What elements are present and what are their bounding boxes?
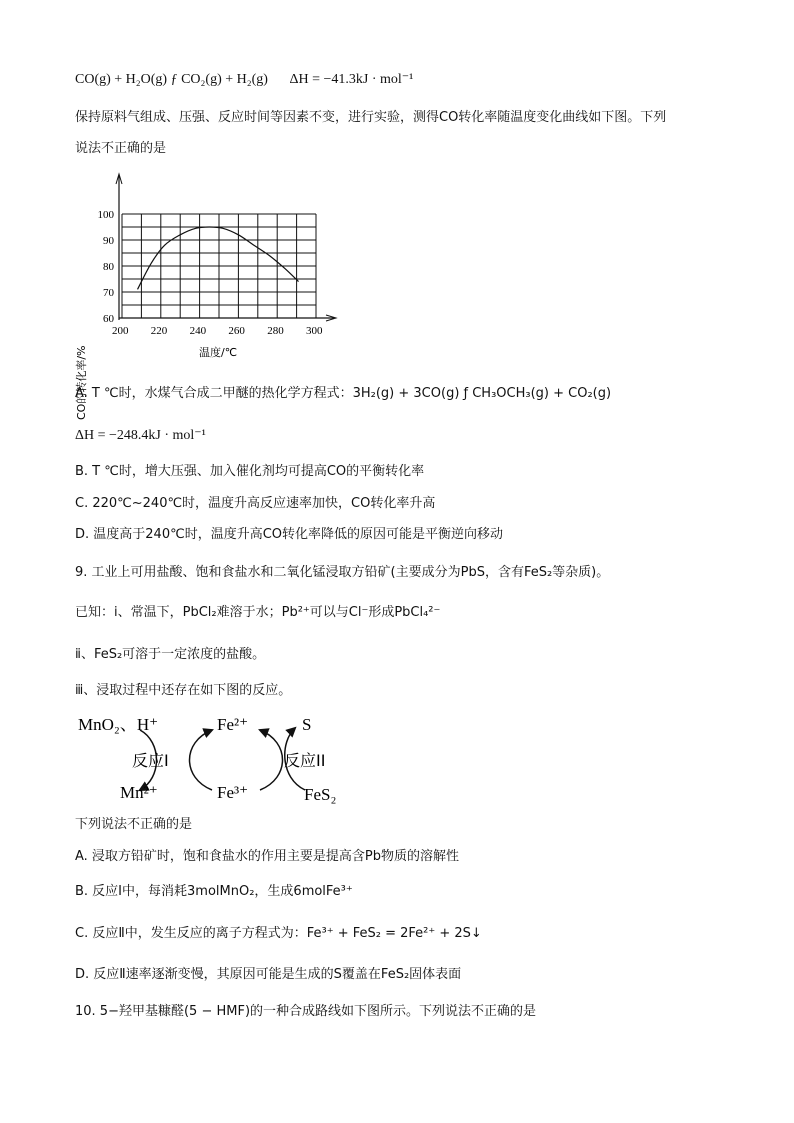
x-tick-label: 220 — [150, 325, 168, 337]
q9-option-b: B. 反应Ⅰ中，每消耗3molMnO₂，生成6molFe³⁺ — [75, 884, 353, 899]
conversion-curve — [138, 227, 299, 289]
label-fe3: Fe³⁺ — [217, 783, 249, 802]
label-mn2: Mn²⁺ — [120, 783, 158, 802]
y-tick-label: 80 — [103, 261, 114, 273]
equation-text: CO(g) + H₂O(g) ƒ CO₂(g) + H₂(g) — [75, 72, 268, 87]
label-fes2: FeS₂ — [304, 785, 337, 804]
q8-option-b: B. T ℃时，增大压强、加入催化剂均可提高CO的平衡转化率 — [75, 464, 425, 479]
q9-known-ii: ⅱ、FeS₂可溶于一定浓度的盐酸。 — [75, 647, 266, 662]
q9-known-iii: ⅲ、浸取过程中还存在如下图的反应。 — [75, 683, 292, 698]
q9-known-i: 已知：ⅰ、常温下，PbCl₂难溶于水；Pb²⁺可以与Cl⁻形成PbCl₄²⁻ — [75, 605, 441, 620]
reaction2-arc-left — [260, 730, 283, 790]
q9-stem: 9. 工业上可用盐酸、饱和食盐水和二氧化锰浸取方铅矿(主要成分为PbS，含有FeS₂等杂质)。 — [75, 565, 610, 580]
reaction1-arc-right — [190, 730, 213, 790]
q9-option-d: D. 反应Ⅱ速率逐渐变慢，其原因可能是生成的S覆盖在FeS₂固体表面 — [75, 967, 462, 982]
q8-option-c: C. 220℃~240℃时，温度升高反应速率加快，CO转化率升高 — [75, 496, 436, 511]
equation-co-water-shift — [75, 70, 413, 90]
x-tick-label: 240 — [189, 325, 207, 337]
chart-axes — [116, 174, 336, 321]
y-tick-label: 90 — [103, 235, 114, 247]
y-axis-label: CO的转化率/% — [75, 345, 88, 420]
q9-question: 下列说法不正确的是 — [75, 817, 193, 832]
q9-option-c: C. 反应Ⅱ中，发生反应的离子方程式为：Fe³⁺ + FeS₂ = 2Fe²⁺ + 2S↓ — [75, 926, 482, 941]
intro-line-1: 保持原料气组成、压强、反应时间等因素不变，进行实验，测得CO转化率随温度变化曲线如下图。下列 — [75, 110, 667, 125]
q8-option-a: A. T ℃时，水煤气合成二甲醚的热化学方程式：3H₂(g) + 3CO(g) ƒ CH₃OCH₃(g) + CO₂(g) — [75, 386, 612, 401]
x-tick-label: 280 — [267, 325, 284, 337]
x-tick-label: 200 — [112, 325, 129, 337]
label-reaction-1: 反应I — [132, 751, 169, 770]
x-tick-label: 260 — [228, 325, 245, 337]
q10-stem: 10. 5−羟甲基糠醛(5 − HMF)的一种合成路线如下图所示。下列说法不正确的是 — [75, 1004, 537, 1019]
chart-grid — [122, 214, 316, 318]
x-axis-label: 温度/℃ — [199, 346, 238, 359]
reaction-cycle-diagram — [70, 708, 360, 808]
label-s: S — [302, 715, 312, 734]
x-tick-label: 300 — [306, 325, 323, 337]
label-fe2: Fe²⁺ — [217, 715, 249, 734]
label-mno2-h: MnO₂、H⁺ — [78, 715, 159, 734]
y-tick-label: 100 — [97, 209, 114, 221]
label-reaction-2: 反应II — [284, 751, 326, 770]
y-tick-label: 60 — [103, 313, 114, 325]
q8-option-d: D. 温度高于240℃时，温度升高CO转化率降低的原因可能是平衡逆向移动 — [75, 527, 503, 542]
enthalpy-value: ΔH = −41.3kJ · mol⁻¹ — [289, 72, 414, 87]
q8-option-a-enthalpy: ΔH = −248.4kJ · mol⁻¹ — [75, 428, 206, 443]
q9-option-a: A. 浸取方铅矿时，饱和食盐水的作用主要是提高含Pb物质的溶解性 — [75, 849, 460, 864]
y-tick-label: 70 — [103, 287, 114, 299]
intro-line-2: 说法不正确的是 — [75, 141, 167, 156]
